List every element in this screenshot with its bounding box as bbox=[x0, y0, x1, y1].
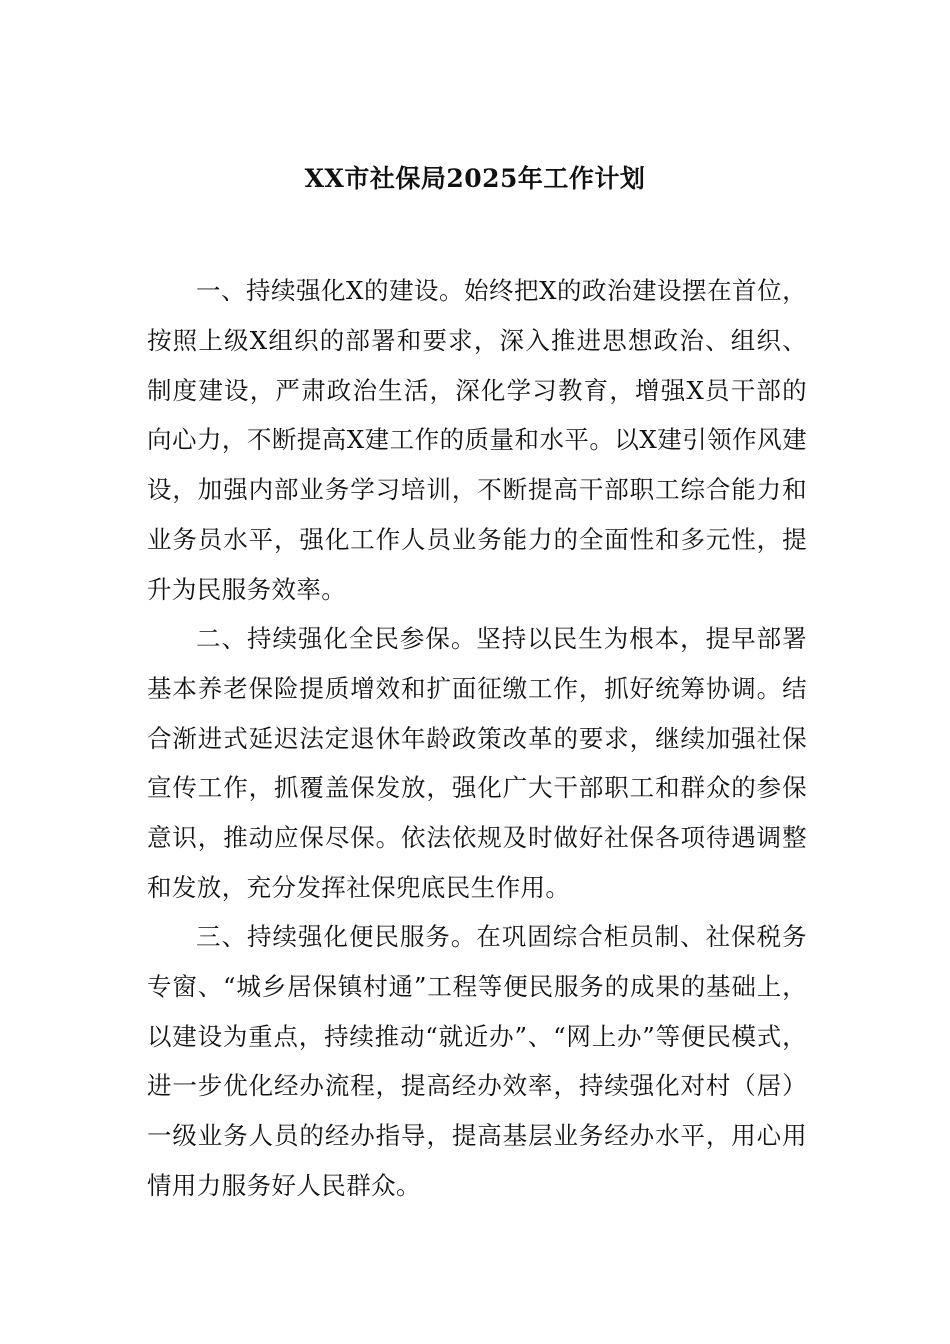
paragraph-party-building: 一、持续强化X的建设。始终把X的政治建设摆在首位，按照上级X组织的部署和要求，深入推进思想政治、组织、制度建设，严肃政治生活，深化学习教育，增强X员干部的向心力，不断提高X建工作的质量和水平。以X建引领作风建设，加强内部业务学习培训，不断提高干部职工综合能力和业务员水平，强化工作人员业务能力的全面性和多元性，提升为民服务效率。 bbox=[147, 276, 807, 604]
paragraph-convenience-services: 三、持续强化便民服务。在巩固综合柜员制、社保税务专窗、“城乡居保镇村通”工程等便民服务的成果的基础上，以建设为重点，持续推动“就近办”、“网上办”等便民模式，进一步优化经办流程，提高经办效率，持续强化对村（居）一级业务人员的经办指导，提高基层业务经办水平，用心用情用力服务好人民群众。 bbox=[147, 922, 807, 1200]
document-title: XX市社保局2025年工作计划 bbox=[304, 164, 646, 193]
paragraph-universal-insurance: 二、持续强化全民参保。坚持以民生为根本，提早部署基本养老保险提质增效和扩面征缴工作，抓好统筹协调。结合渐进式延迟法定退休年龄政策改革的要求，继续加强社保宣传工作，抓覆盖保发放，强化广大干部职工和群众的参保意识，推动应保尽保。依法依规及时做好社保各项待遇调整和发放，充分发挥社保兜底民生作用。 bbox=[147, 624, 807, 902]
